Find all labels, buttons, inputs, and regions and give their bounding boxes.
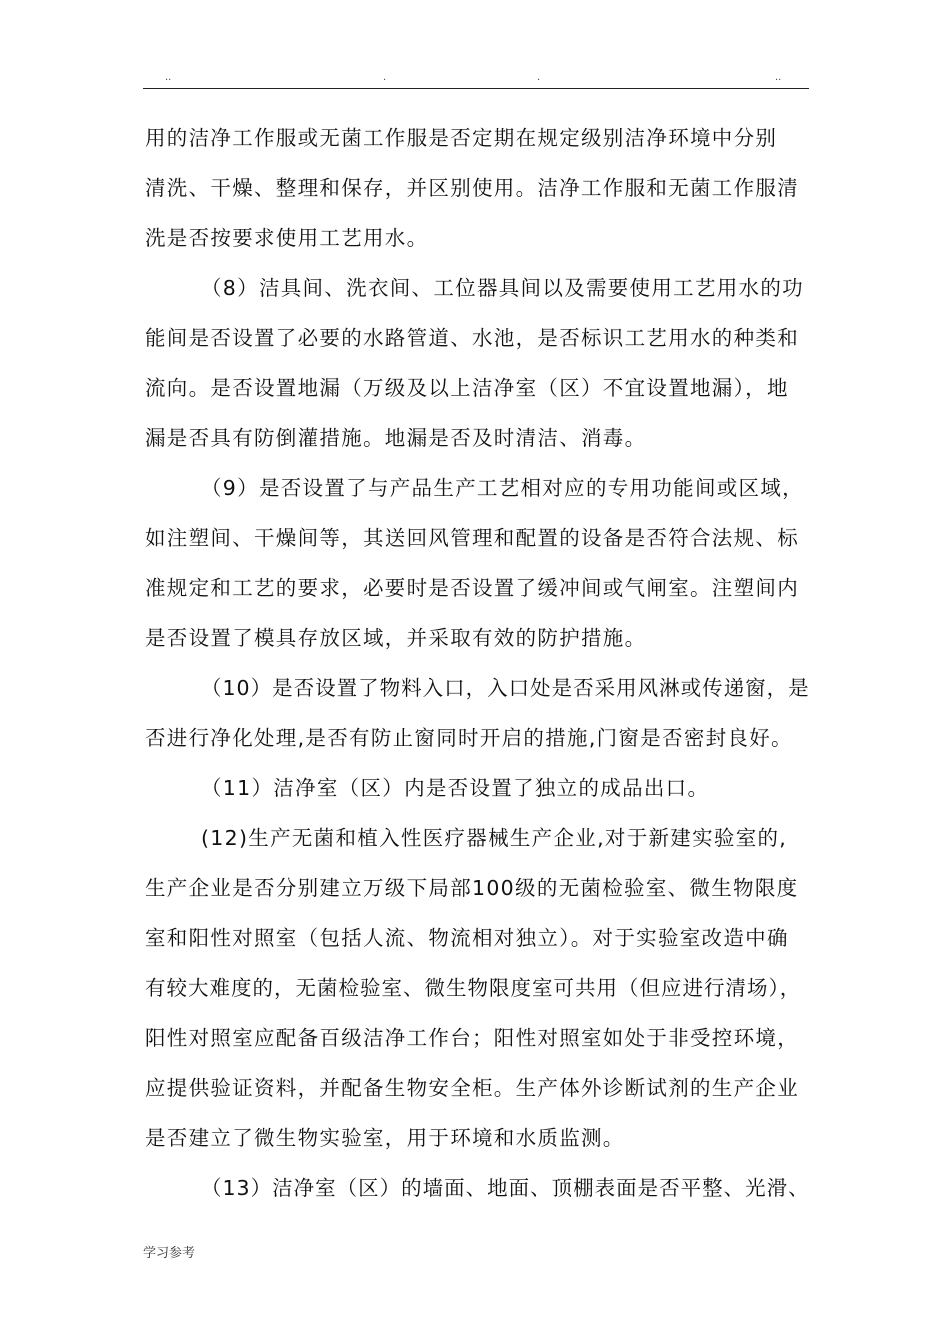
- text-line: 洗是否按要求使用工艺用水。: [145, 226, 429, 250]
- header-mark: .: [537, 72, 541, 83]
- text-line: 否进行净化处理,是否有防止窗同时开启的措施,门窗是否密封良好。: [145, 726, 793, 750]
- paragraph-first-line: （8）洁具间、洗衣间、工位器具间以及需要使用工艺用水的功: [201, 276, 804, 300]
- text-line: 生产企业是否分别建立万级下局部100级的无菌检验室、微生物限度: [145, 876, 799, 900]
- text-line: 能间是否设置了必要的水路管道、水池，是否标识工艺用水的种类和: [145, 326, 799, 350]
- text-line: 应提供验证资料，并配备生物安全柜。生产体外诊断试剂的生产企业: [145, 1076, 799, 1100]
- paragraph-first-line: （9）是否设置了与产品生产工艺相对应的专用功能间或区域，: [201, 476, 804, 500]
- document-body: [145, 113, 809, 1213]
- page-footer: 学习参考: [143, 1246, 196, 1261]
- text-line: 漏是否具有防倒灌措施。地漏是否及时清洁、消毒。: [145, 426, 647, 450]
- paragraph-first-line: (12)生产无菌和植入性医疗器械生产企业,对于新建实验室的,: [201, 826, 788, 850]
- text-line: 是否设置了模具存放区域，并采取有效的防护措施。: [145, 626, 647, 650]
- paragraph-first-line: （11）洁净室（区）内是否设置了独立的成品出口。: [201, 776, 710, 800]
- text-line: 室和阳性对照室（包括人流、物流相对独立）。对于实验室改造中确: [145, 926, 789, 950]
- header-mark: .: [383, 72, 387, 83]
- header-mark: ..: [165, 72, 172, 83]
- text-line: 是否建立了微生物实验室，用于环境和水质监测。: [145, 1126, 625, 1150]
- text-line: 有较大难度的，无菌检验室、微生物限度室可共用（但应进行清场），: [145, 976, 802, 1000]
- paragraph-first-line: （10）是否设置了物料入口，入口处是否采用风淋或传递窗，是: [201, 676, 810, 700]
- text-line: 阳性对照室应配备百级洁净工作台；阳性对照室如处于非受控环境，: [145, 1026, 799, 1050]
- paragraph-first-line: （13）洁净室（区）的墙面、地面、顶棚表面是否平整、光滑、: [201, 1176, 810, 1200]
- page-header: [143, 60, 809, 89]
- text-line: 清洗、干燥、整理和保存，并区别使用。洁净工作服和无菌工作服清: [145, 176, 799, 200]
- text-line: 用的洁净工作服或无菌工作服是否定期在规定级别洁净环境中分别: [145, 126, 778, 150]
- header-mark: ..: [775, 72, 782, 83]
- text-line: 如注塑间、干燥间等，其送回风管理和配置的设备是否符合法规、标: [145, 526, 799, 550]
- text-line: 准规定和工艺的要求，必要时是否设置了缓冲间或气闸室。注塑间内: [145, 576, 799, 600]
- text-line: 流向。是否设置地漏（万级及以上洁净室（区）不宜设置地漏），地: [145, 376, 789, 400]
